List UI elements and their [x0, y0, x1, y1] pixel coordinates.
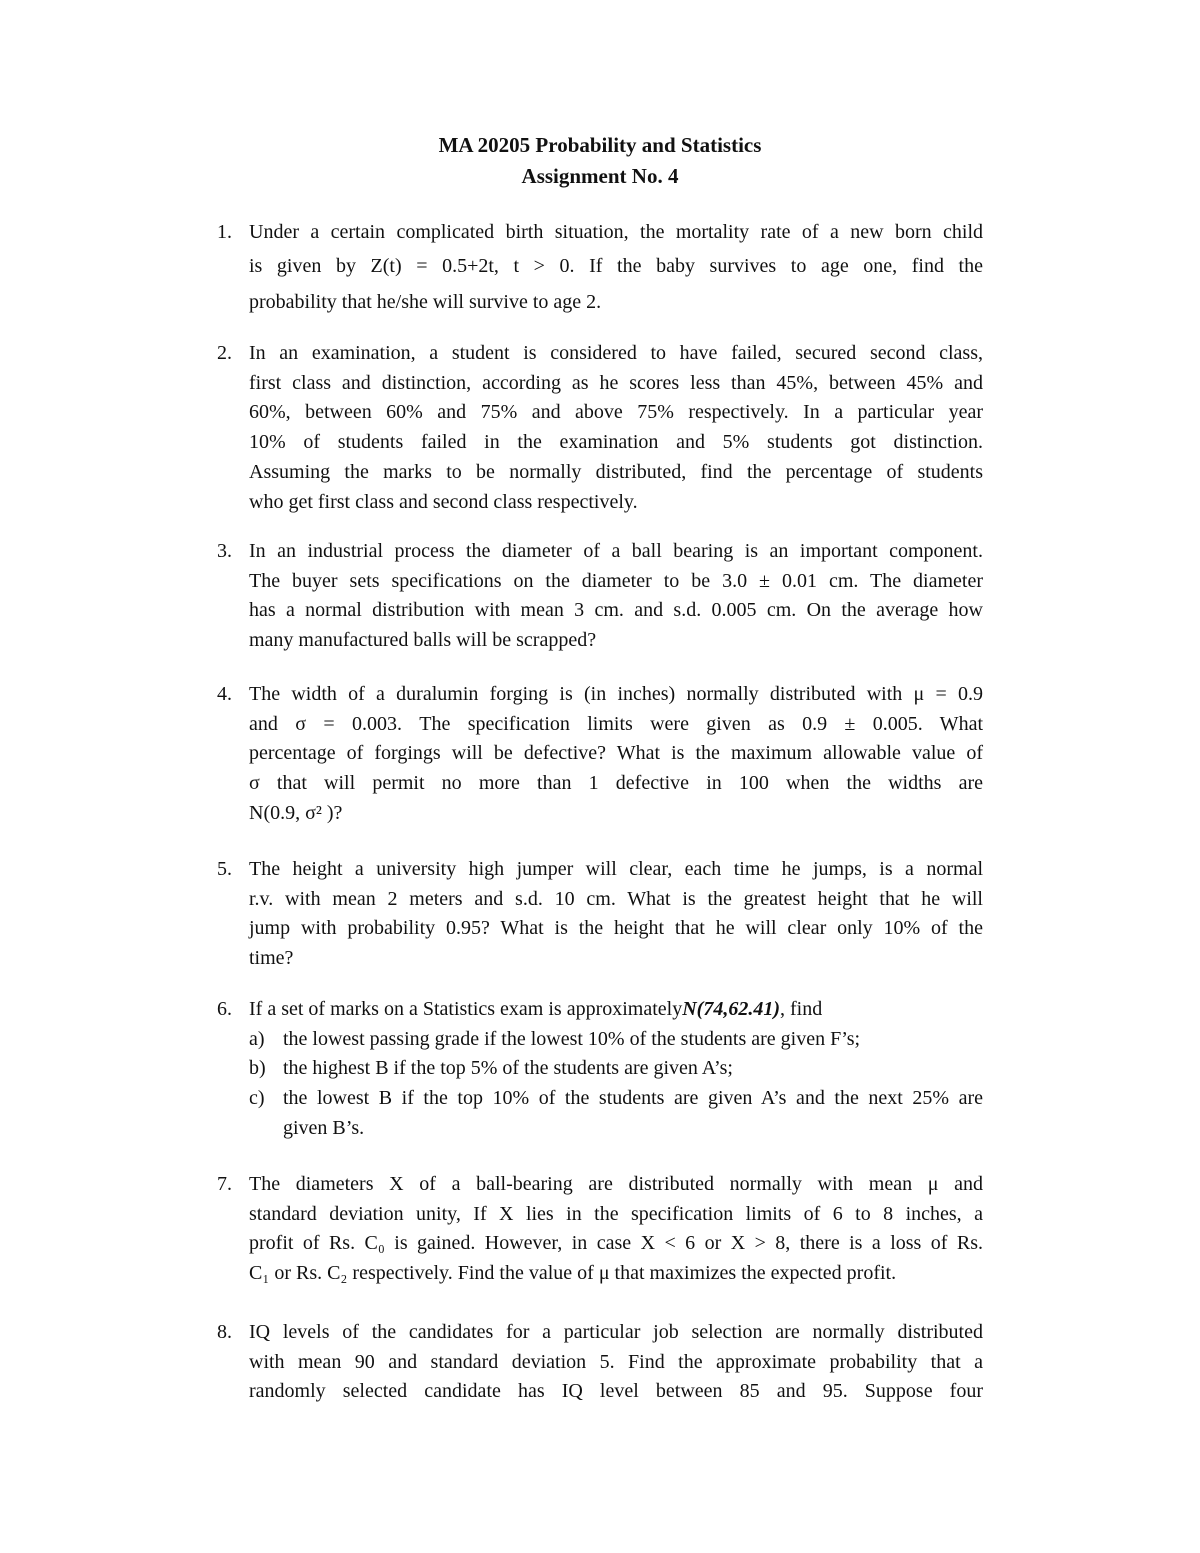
question-line: N(0.9, σ² )? — [249, 801, 343, 824]
question-line: with mean 90 and standard deviation 5. Find the approximate probability that a — [249, 1350, 983, 1373]
question-line: Assuming the marks to be normally distributed, find the percentage of students — [249, 460, 983, 483]
question-line: The diameters X of a ball-bearing are distributed normally with mean μ and — [249, 1173, 983, 1195]
assignment-title: Assignment No. 4 — [521, 164, 679, 188]
question-number: 1. — [217, 221, 232, 243]
question-line: In an industrial process the diameter of a ball bearing is an important component. — [249, 540, 983, 562]
question-text — [249, 1318, 983, 1407]
question-line: In an examination, a student is considered to have failed, secured second class, — [249, 342, 983, 364]
question-line: σ that will permit no more than 1 defective in 100 when the widths are — [249, 772, 983, 795]
question-intro — [249, 995, 983, 1025]
question-line: profit of Rs. C₀ is gained. However, in case X < 6 or X > 8, there is a loss of Rs. — [249, 1232, 983, 1255]
subpart-label: b) — [249, 1057, 266, 1080]
question-number: 8. — [217, 1321, 232, 1343]
subpart-line: given B’s. — [283, 1116, 365, 1139]
subpart-line: the lowest passing grade if the lowest 10% of the students are given F’s; — [283, 1027, 861, 1050]
question-line: randomly selected candidate has IQ level between 85 and 95. Suppose four — [249, 1380, 983, 1403]
question-line: many manufactured balls will be scrapped? — [249, 629, 597, 652]
question-line: IQ levels of the candidates for a particular job selection are normally distributed — [249, 1321, 983, 1343]
subpart-line: the lowest B if the top 10% of the students are given A’s and the next 25% are — [283, 1087, 983, 1110]
question-number: 2. — [217, 342, 232, 364]
question-text — [249, 339, 983, 517]
intro-tail: , find — [780, 998, 823, 1020]
question-line: 60%, between 60% and 75% and above 75% respectively. In a particular year — [249, 401, 983, 424]
question-line: jump with probability 0.95? What is the height that he will clear only 10% of the — [249, 917, 983, 940]
question-line: standard deviation unity, If X lies in the specification limits of 6 to 8 inches, a — [249, 1202, 983, 1225]
question-line: r.v. with mean 2 meters and s.d. 10 cm. What is the greatest height that he will — [249, 887, 983, 910]
question-number: 4. — [217, 683, 232, 705]
subpart-line: the highest B if the top 5% of the students are given A’s; — [283, 1057, 733, 1080]
subpart-label: c) — [249, 1087, 265, 1110]
subpart-text — [283, 1054, 983, 1084]
subpart-text — [283, 1084, 983, 1143]
question-number: 7. — [217, 1173, 232, 1195]
question-line: The width of a duralumin forging is (in inches) normally distributed with μ = 0.9 — [249, 683, 983, 705]
subparts-list — [249, 1025, 983, 1145]
title-block — [0, 130, 1200, 192]
question-text — [249, 855, 983, 974]
subpart-text — [283, 1025, 983, 1055]
question-text — [249, 218, 983, 320]
question-text — [249, 1170, 983, 1289]
question-line: The buyer sets specifications on the diameter to be 3.0 ± 0.01 cm. The diameter — [249, 569, 983, 592]
question-text — [249, 995, 983, 1145]
question-text — [249, 680, 983, 829]
question-line: percentage of forgings will be defective? What is the maximum allowable value of — [249, 742, 983, 765]
question-text — [249, 537, 983, 656]
subpart-label: a) — [249, 1027, 265, 1050]
question-line: probability that he/she will survive to age 2. — [249, 290, 602, 313]
question-line: first class and distinction, according as he scores less than 45%, between 45% and — [249, 371, 983, 394]
distribution-notation: N(74,62.41) — [682, 998, 780, 1020]
question-number: 5. — [217, 858, 232, 880]
question-line: C₁ or Rs. C₂ respectively. Find the value of μ that maximizes the expected profit. — [249, 1262, 897, 1285]
question-line: has a normal distribution with mean 3 cm. and s.d. 0.005 cm. On the average how — [249, 599, 983, 622]
question-number: 3. — [217, 540, 232, 562]
question-line: time? — [249, 947, 294, 970]
intro-text: If a set of marks on a Statistics exam is approximately — [249, 998, 683, 1020]
question-number: 6. — [217, 998, 232, 1020]
question-line: The height a university high jumper will clear, each time he jumps, is a normal — [249, 858, 983, 880]
question-line: Under a certain complicated birth situation, the mortality rate of a new born child — [249, 221, 983, 243]
course-title: MA 20205 Probability and Statistics — [438, 133, 762, 157]
question-line: 10% of students failed in the examination and 5% students got distinction. — [249, 431, 983, 454]
question-line: is given by Z(t) = 0.5+2t, t > 0. If the baby survives to age one, find the — [249, 254, 983, 277]
question-line: who get first class and second class respectively. — [249, 490, 638, 513]
question-line: and σ = 0.003. The specification limits were given as 0.9 ± 0.005. What — [249, 712, 983, 735]
